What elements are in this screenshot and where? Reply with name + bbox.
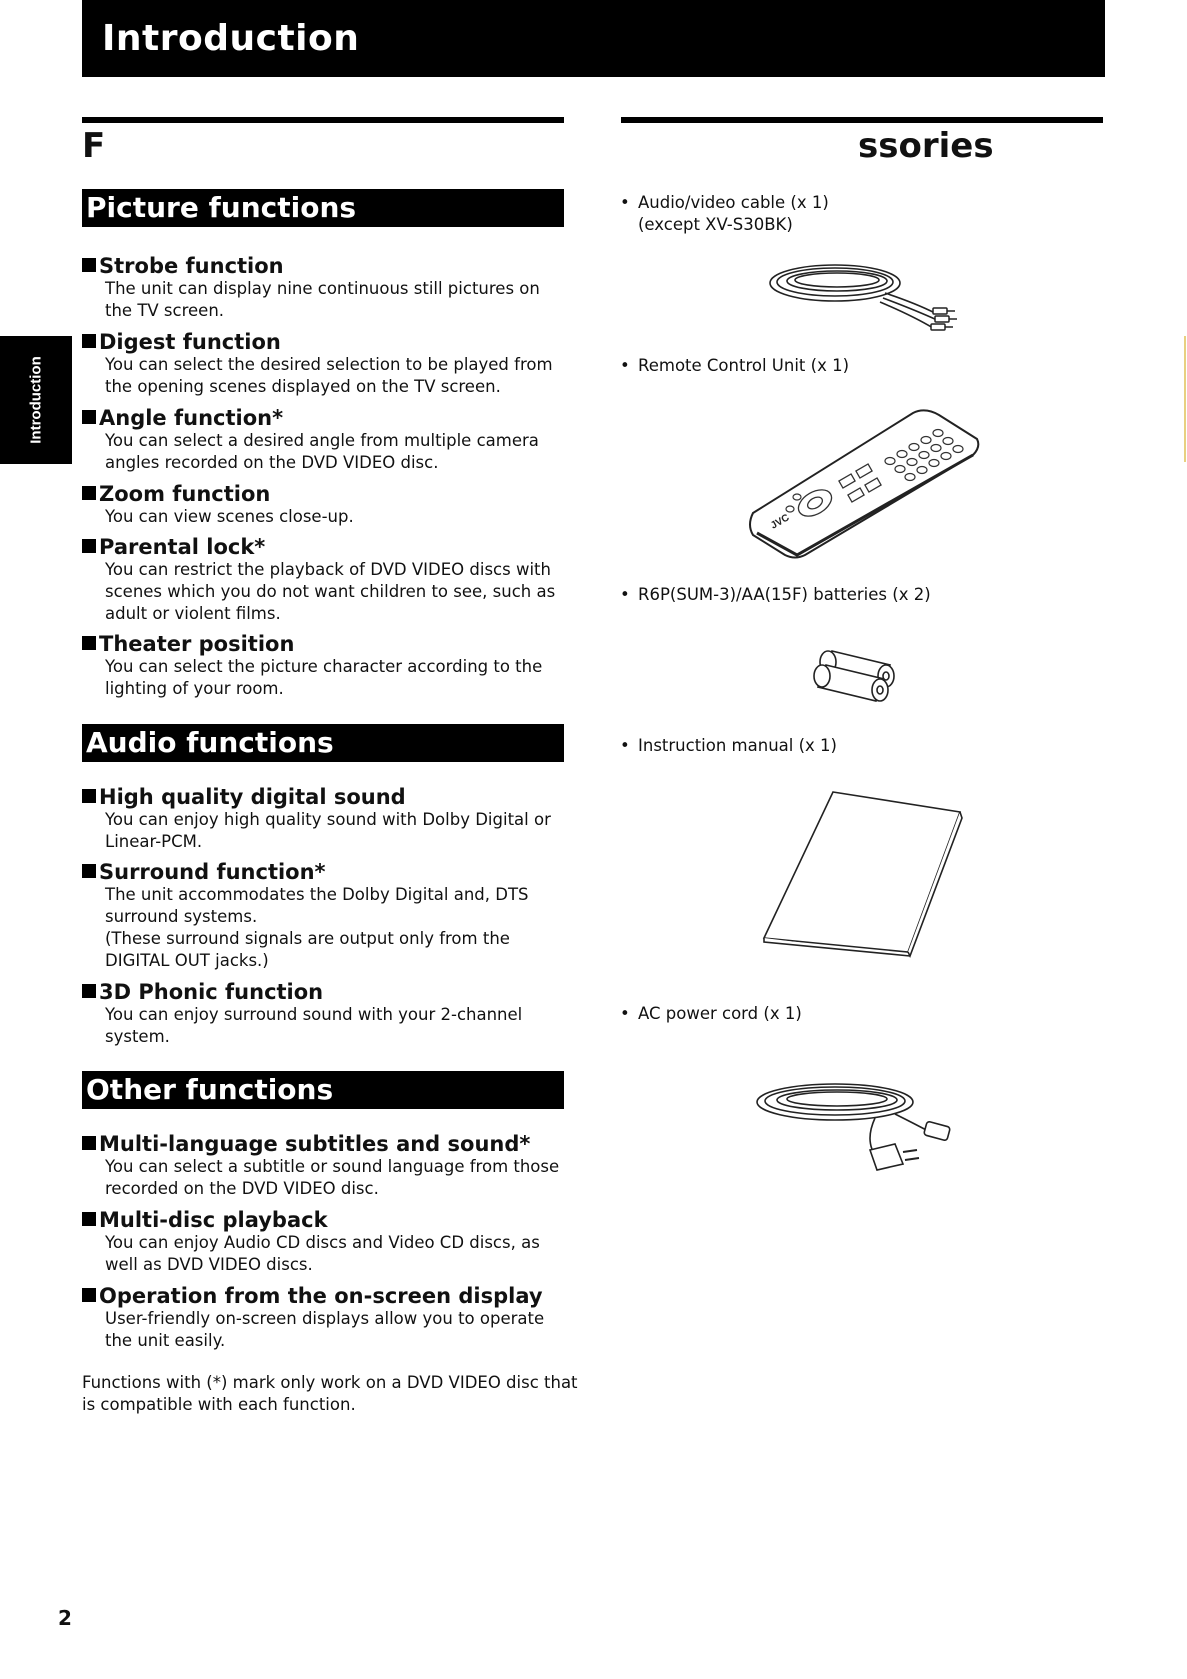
feature-desc: You can select a subtitle or sound language from those recorded on the DVD VIDEO disc.: [105, 1157, 560, 1198]
feature-multi-language: [82, 1132, 572, 1200]
feature-angle: [82, 406, 572, 474]
accessory-label: Audio/video cable (x 1): [638, 193, 829, 212]
feature-surround: [82, 860, 572, 972]
feature-title: Zoom function: [99, 482, 271, 506]
feature-parental-lock: [82, 535, 572, 625]
feature-title: Digest function: [99, 330, 281, 354]
square-bullet-icon: [82, 1136, 96, 1150]
manual-icon: [760, 790, 965, 955]
bullet: •: [620, 356, 630, 375]
left-column-heading: F: [82, 126, 106, 166]
bullet: •: [620, 1004, 630, 1023]
edge-mark: [1184, 336, 1186, 462]
av-cable-icon: [765, 258, 965, 333]
feature-desc: The unit accommodates the Dolby Digital and, DTS surround systems.: [105, 885, 529, 926]
remote-control-icon: [745, 405, 985, 560]
feature-title: Multi-disc playback: [99, 1208, 328, 1232]
feature-desc: You can select a desired angle from multiple camera angles recorded on the DVD VIDEO disc.: [105, 431, 539, 472]
batteries-icon: [810, 643, 920, 703]
square-bullet-icon: [82, 984, 96, 998]
header-bar: [82, 0, 1105, 77]
feature-desc: You can enjoy Audio CD discs and Video CD discs, as well as DVD VIDEO discs.: [105, 1233, 540, 1274]
right-column-rule: [621, 117, 1103, 123]
feature-title: Strobe function: [99, 254, 284, 278]
feature-strobe: [82, 254, 572, 322]
section-title-audio: Audio functions: [82, 724, 564, 762]
feature-desc: User-friendly on-screen displays allow you to operate the unit easily.: [105, 1309, 545, 1350]
left-column-rule: [82, 117, 564, 123]
section-title-other: Other functions: [82, 1071, 564, 1109]
square-bullet-icon: [82, 1212, 96, 1226]
feature-title: Operation from the on-screen display: [99, 1284, 543, 1308]
feature-title: 3D Phonic function: [99, 980, 324, 1004]
remote-brand-label: JVC: [769, 512, 792, 532]
accessory-power-cord: [620, 1003, 802, 1025]
feature-title: Angle function*: [99, 406, 284, 430]
accessory-label: R6P(SUM-3)/AA(15F) batteries (x 2): [638, 585, 931, 604]
square-bullet-icon: [82, 1288, 96, 1302]
square-bullet-icon: [82, 864, 96, 878]
feature-desc: You can enjoy high quality sound with Dolby Digital or Linear-PCM.: [105, 810, 551, 851]
feature-title: Parental lock*: [99, 535, 266, 559]
square-bullet-icon: [82, 258, 96, 272]
feature-multi-disc: [82, 1208, 572, 1276]
bullet: •: [620, 193, 630, 212]
feature-title: Multi-language subtitles and sound*: [99, 1132, 531, 1156]
feature-theater-position: [82, 632, 572, 700]
feature-digest: [82, 330, 572, 398]
page-number: 2: [58, 1606, 72, 1630]
square-bullet-icon: [82, 789, 96, 803]
accessory-av-cable: [620, 192, 829, 236]
feature-title: High quality digital sound: [99, 785, 406, 809]
side-tab-label: Introduction: [27, 356, 45, 444]
feature-digital-sound: [82, 785, 572, 853]
section-title-picture: Picture functions: [82, 189, 564, 227]
square-bullet-icon: [82, 636, 96, 650]
feature-3d-phonic: [82, 980, 572, 1048]
accessory-label: Instruction manual (x 1): [638, 736, 837, 755]
feature-desc: You can restrict the playback of DVD VIDEO discs with scenes which you do not want children to see, such as adult or violent films.: [105, 560, 556, 623]
feature-desc: The unit can display nine continuous still pictures on the TV screen.: [105, 279, 540, 320]
accessory-label: Remote Control Unit (x 1): [638, 356, 850, 375]
bullet: •: [620, 736, 630, 755]
feature-desc: You can enjoy surround sound with your 2-channel system.: [105, 1005, 523, 1046]
feature-title: Surround function*: [99, 860, 326, 884]
feature-desc-note: (These surround signals are output only from the DIGITAL OUT jacks.): [105, 929, 510, 970]
footnote: Functions with (*) mark only work on a DVD VIDEO disc that is compatible with each function.: [82, 1373, 578, 1414]
feature-desc: You can view scenes close-up.: [105, 507, 354, 526]
feature-title: Theater position: [99, 632, 295, 656]
accessory-batteries: [620, 584, 931, 606]
square-bullet-icon: [82, 539, 96, 553]
feature-desc: You can select the picture character according to the lighting of your room.: [105, 657, 543, 698]
power-cord-icon: [755, 1080, 970, 1180]
square-bullet-icon: [82, 334, 96, 348]
right-column-heading: ssories: [858, 126, 994, 166]
feature-zoom: [82, 482, 572, 528]
feature-on-screen-display: [82, 1284, 572, 1352]
accessory-label: AC power cord (x 1): [638, 1004, 802, 1023]
page-title: Introduction: [102, 18, 360, 59]
square-bullet-icon: [82, 410, 96, 424]
feature-desc: You can select the desired selection to be played from the opening scenes displayed on the TV screen.: [105, 355, 553, 396]
side-tab: [0, 336, 72, 464]
bullet: •: [620, 585, 630, 604]
square-bullet-icon: [82, 486, 96, 500]
accessory-remote: [620, 355, 849, 377]
accessory-manual: [620, 735, 837, 757]
accessory-note: (except XV-S30BK): [638, 215, 793, 234]
